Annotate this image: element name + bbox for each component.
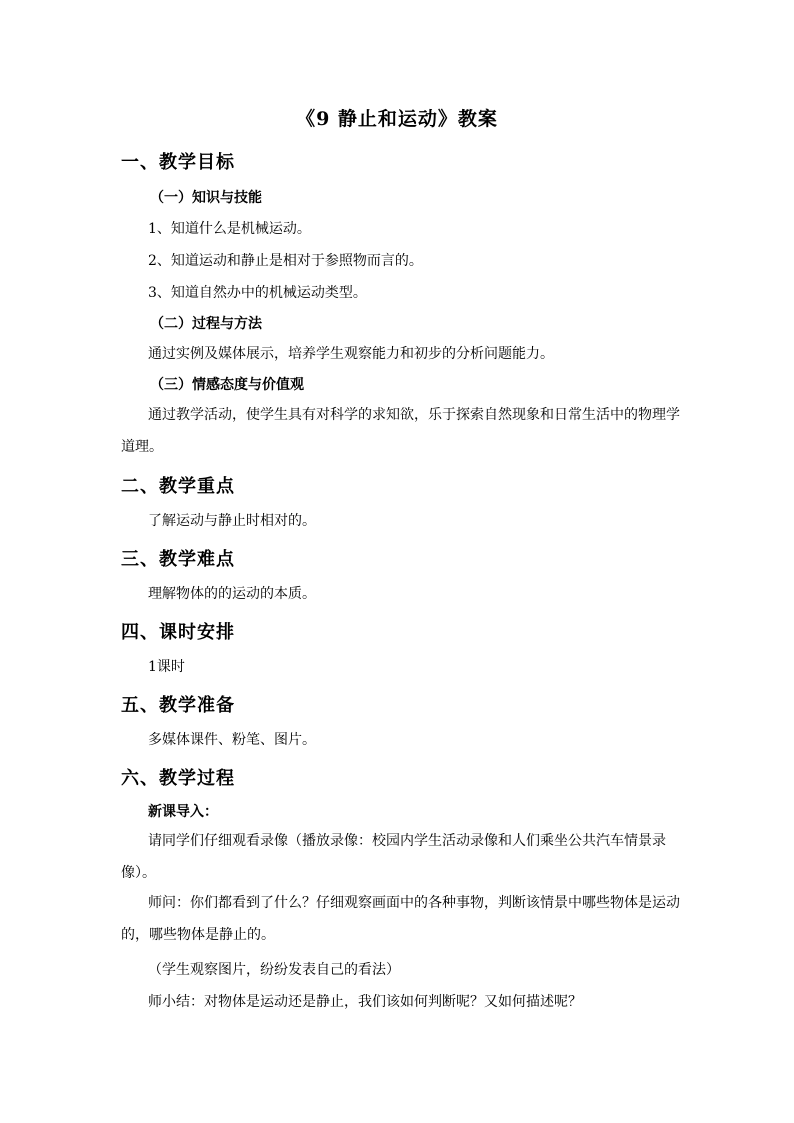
procedure-paragraph-4: 师小结：对物体是运动还是静止，我们该如何判断呢？又如何描述呢？ (148, 994, 582, 1010)
procedure-paragraph-1: 请同学们仔细观看录像（播放录像：校园内学生活动录像和人们乘坐公共汽车情景录像）。 (121, 833, 666, 881)
attitude-values-text: 通过教学活动，使学生具有对科学的求知欲，乐于探索自然现象和日常生活中的物理学道理。 (121, 407, 680, 455)
section-heading-key-points: 二、教学重点 (121, 476, 235, 497)
subheading-knowledge-skills: （一）知识与技能 (150, 190, 262, 206)
process-method-text: 通过实例及媒体展示，培养学生观察能力和初步的分析问题能力。 (148, 346, 554, 362)
procedure-paragraph-3: （学生观察图片，纷纷发表自己的看法） (148, 962, 400, 978)
page-title: 《9 静止和运动》教案 (296, 108, 498, 130)
subheading-process-method: （二）过程与方法 (150, 316, 262, 332)
key-points-text: 了解运动与静止时相对的。 (148, 513, 316, 529)
preparation-text: 多媒体课件、粉笔、图片。 (148, 732, 316, 748)
section-heading-preparation: 五、教学准备 (121, 695, 235, 716)
subheading-new-lesson-intro: 新课导入： (148, 804, 218, 820)
section-heading-difficulties: 三、教学难点 (121, 549, 235, 570)
difficulties-text: 理解物体的的运动的本质。 (148, 586, 316, 602)
section-heading-schedule: 四、课时安排 (121, 622, 235, 643)
section-heading-objectives: 一、教学目标 (121, 152, 235, 173)
knowledge-item-2: 2、知道运动和静止是相对于参照物而言的。 (148, 253, 423, 269)
knowledge-item-3: 3、知道自然办中的机械运动类型。 (148, 285, 367, 301)
knowledge-item-1: 1、知道什么是机械运动。 (148, 221, 311, 237)
schedule-text: 1课时 (148, 659, 185, 675)
subheading-attitude-values: （三）情感态度与价值观 (150, 377, 304, 393)
procedure-paragraph-2: 师问：你们都看到了什么？仔细观察画面中的各种事物，判断该情景中哪些物体是运动的，哪些物体是静止的。 (121, 895, 680, 943)
section-heading-procedure: 六、教学过程 (121, 768, 235, 789)
